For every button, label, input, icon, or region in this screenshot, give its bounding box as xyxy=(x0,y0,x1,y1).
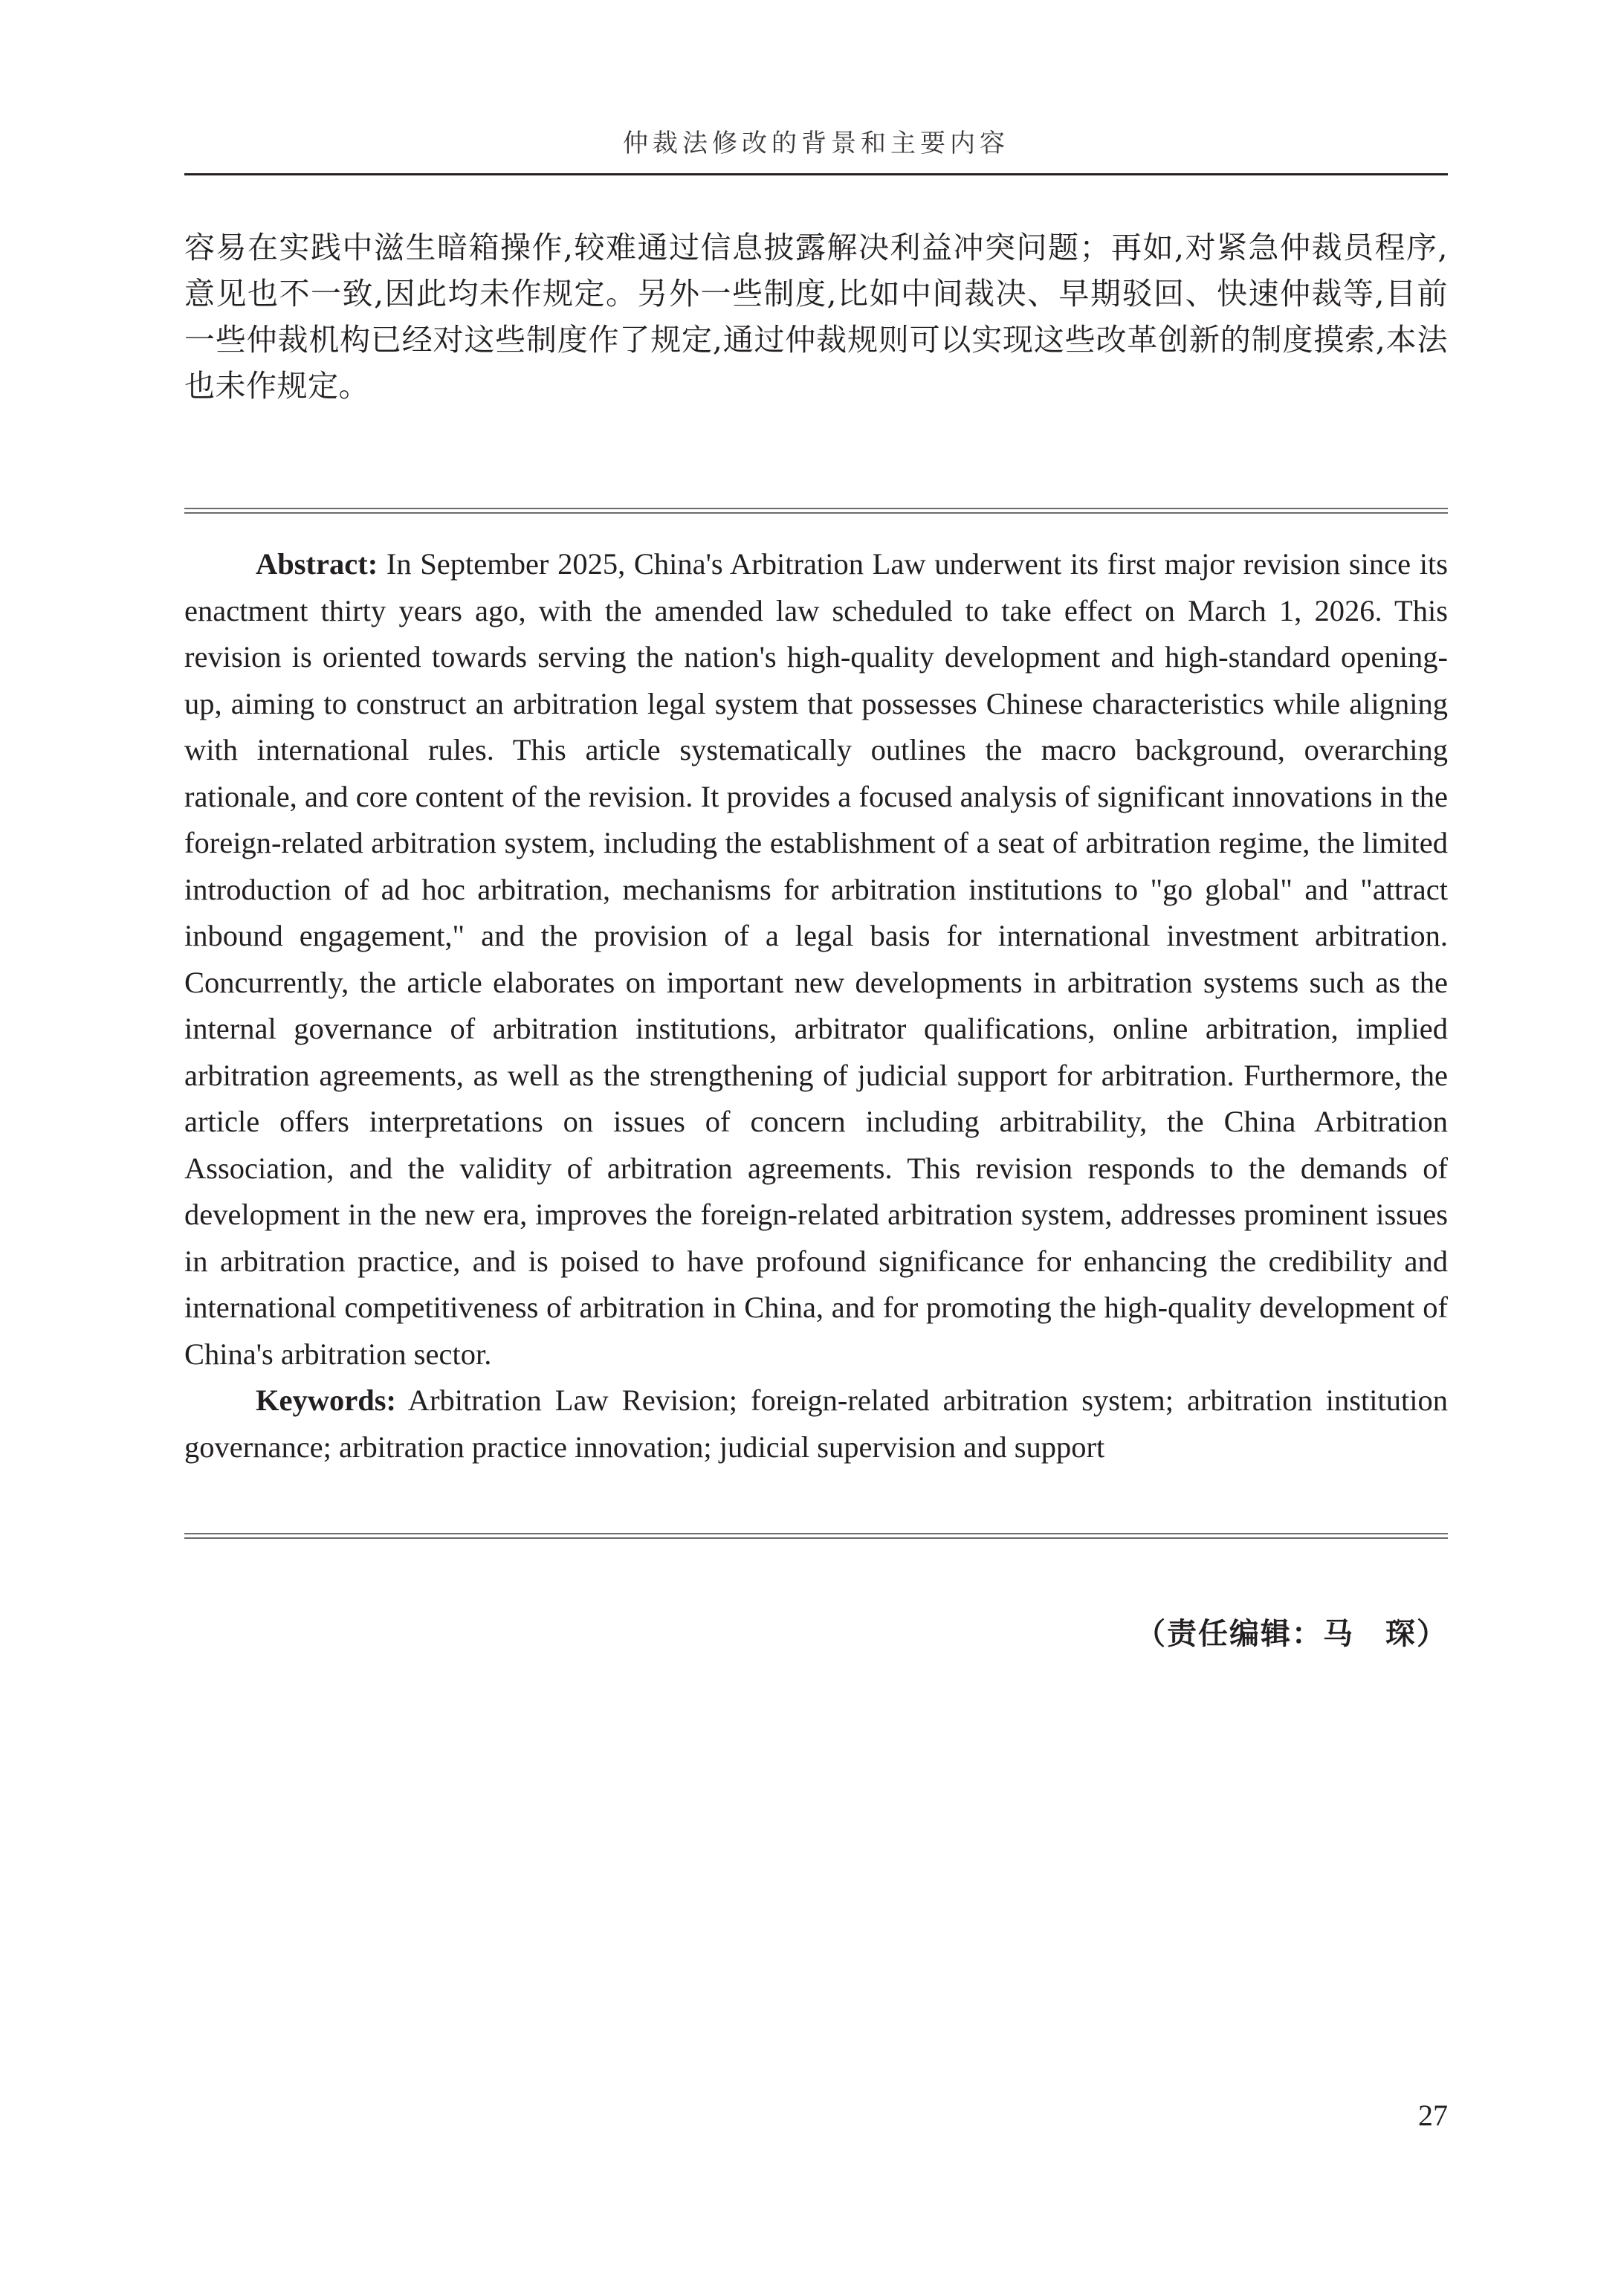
page-number: 27 xyxy=(1418,2099,1448,2132)
keywords-paragraph xyxy=(184,1378,1448,1470)
abstract-label: Abstract: xyxy=(256,547,378,581)
abstract-bottom-rule xyxy=(184,1533,1448,1539)
abstract-top-rule xyxy=(184,508,1448,514)
keywords-label: Keywords: xyxy=(256,1383,396,1417)
header-rule xyxy=(184,173,1448,175)
abstract-block xyxy=(184,541,1448,1470)
editor-credit: （责任编辑：马 琛） xyxy=(1136,1617,1448,1651)
abstract-paragraph xyxy=(184,541,1448,1378)
running-head: 仲裁法修改的背景和主要内容 xyxy=(623,129,1009,158)
body-paragraph: 容易在实践中滋生暗箱操作,较难通过信息披露解决利益冲突问题；再如,对紧急仲裁员程序,意见也不一致,因此均未作规定。另外一些制度,比如中间裁决、早期驳回、快速仲裁等,目前一些仲裁机构已经对这些制度作了规定,通过仲裁规则可以实现这些改革创新的制度摸索,本法也未作规定。 xyxy=(184,230,1448,404)
keywords-text: Arbitration Law Revision; foreign-related arbitration system; arbitration institution governance; arbitration practice innovation; judicial supervision and support xyxy=(184,1383,1448,1464)
abstract-text: In September 2025, China's Arbitration Law underwent its first major revision since its enactment thirty years ago, with the amended law scheduled to take effect on March 1, 2026. This revision is oriented towards serving the nation's high-quality development and high-standard opening-up, aiming to construct an arbitration legal system that possesses Chinese characteristics while aligning with international rules. This article systematically outlines the macro background, overarching rationale, and core content of the revision. It provides a focused analysis of significant innovations in the foreign-related arbitration system, including the establishment of a seat of arbitration regime, the limited introduction of ad hoc arbitration, mechanisms for arbitration institutions to "go global" and "attract inbound engagement," and the provision of a legal basis for international investment arbitration. Concurrently, the article elaborates on important new developments in arbitration systems such as the internal governance of arbitration institutions, arbitrator qualifications, online arbitration, implied arbitration agreements, as well as the strengthening of judicial support for arbitration. Furthermore, the article offers interpretations on issues of concern including arbitrability, the China Arbitration Association, and the validity of arbitration agreements. This revision responds to the demands of development in the new era, improves the foreign-related arbitration system, addresses prominent issues in arbitration practice, and is poised to have profound significance for enhancing the credibility and international competitiveness of arbitration in China, and for promoting the high-quality development of China's arbitration sector. xyxy=(184,547,1448,1371)
